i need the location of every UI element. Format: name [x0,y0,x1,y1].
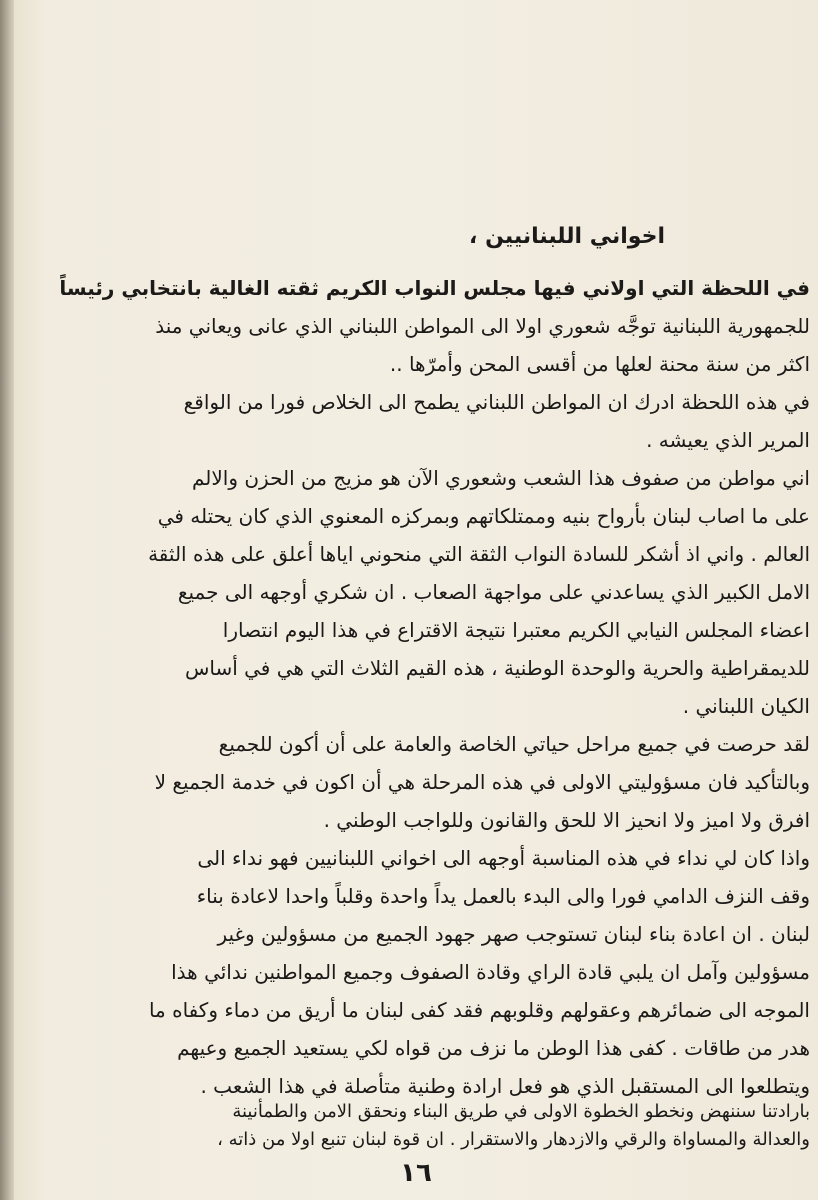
text-line: افرق ولا اميز ولا انحيز الا للحق والقانون وللواجب الوطني . [323,808,810,832]
text-line: الموجه الى ضمائرهم وعقولهم وقلوبهم فقد كفى لبنان ما أريق من دماء وكفاه ما [148,998,810,1022]
text-line: للديمقراطية والحرية والوحدة الوطنية ، هذه القيم الثلاث التي هي في أساس [184,656,810,680]
text-line: ويتطلعوا الى المستقبل الذي هو فعل ارادة وطنية متأصلة في هذا الشعب . [200,1074,810,1098]
text-line: العالم . واني اذ أشكر للسادة النواب الثقة التي منحوني اياها أعلق على هذه الثقة [148,542,810,566]
text-line: للجمهورية اللبنانية توجَّه شعوري اولا الى المواطن اللبناني الذي عانى ويعاني منذ [155,314,810,338]
text-line: اكثر من سنة محنة لعلها من أقسى المحن وأمرّها .. [389,352,810,376]
text-line: لبنان . ان اعادة بناء لبنان تستوجب صهر جهود الجميع من مسؤولين وغير [217,922,810,946]
text-line: على ما اصاب لبنان بأرواح بنيه وممتلكاتهم وبمركزه المعنوي الذي كان يحتله في [157,504,810,528]
text-line: هدر من طاقات . كفى هذا الوطن ما نزف من قواه لكي يستعيد الجميع وعيهم [177,1036,810,1060]
text-line: اعضاء المجلس النيابي الكريم معتبرا نتيجة الاقتراع في هذا اليوم انتصارا [222,618,810,642]
page-number: ١٦ [400,1158,432,1188]
book-gutter [0,0,14,1200]
text-line: لقد حرصت في جميع مراحل حياتي الخاصة والعامة على أن أكون للجميع [218,732,810,756]
text-line: بارادتنا سننهض ونخطو الخطوة الاولى في طريق البناء ونحقق الامن والطمأنينة [232,1101,810,1122]
text-line: في هذه اللحظة ادرك ان المواطن اللبناني يطمح الى الخلاص فورا من الواقع [183,390,810,414]
text-line: مسؤولين وآمل ان يلبي قادة الراي وقادة الصفوف وجميع المواطنين ندائي هذا [171,960,810,984]
text-line: المرير الذي يعيشه . [646,428,810,452]
text-line: الكيان اللبناني . [682,694,810,718]
text-line: وقف النزف الدامي فورا والى البدء بالعمل يداً واحدة وقلباً واحدا لاعادة بناء [196,884,810,908]
text-line: اني مواطن من صفوف هذا الشعب وشعوري الآن هو مزيج من الحزن والالم [191,466,810,490]
text-line: في اللحظة التي اولاني فيها مجلس النواب الكريم ثقته الغالية بانتخابي رئيساً [59,276,810,300]
text-line: والعدالة والمساواة والرقي والازدهار والاستقرار . ان قوة لبنان تنبع اولا من ذاته ، [217,1129,810,1150]
book-page [14,0,818,1200]
text-line: وبالتأكيد فان مسؤوليتي الاولى في هذه المرحلة هي أن اكون في خدمة الجميع لا [154,770,810,794]
page-heading: اخواني اللبنانيين ، [469,224,665,249]
text-line: الامل الكبير الذي يساعدني على مواجهة الصعاب . ان شكري أوجهه الى جميع [177,580,810,604]
text-line: واذا كان لي نداء في هذه المناسبة أوجهه الى اخواني اللبنانيين فهو نداء الى [197,846,810,870]
